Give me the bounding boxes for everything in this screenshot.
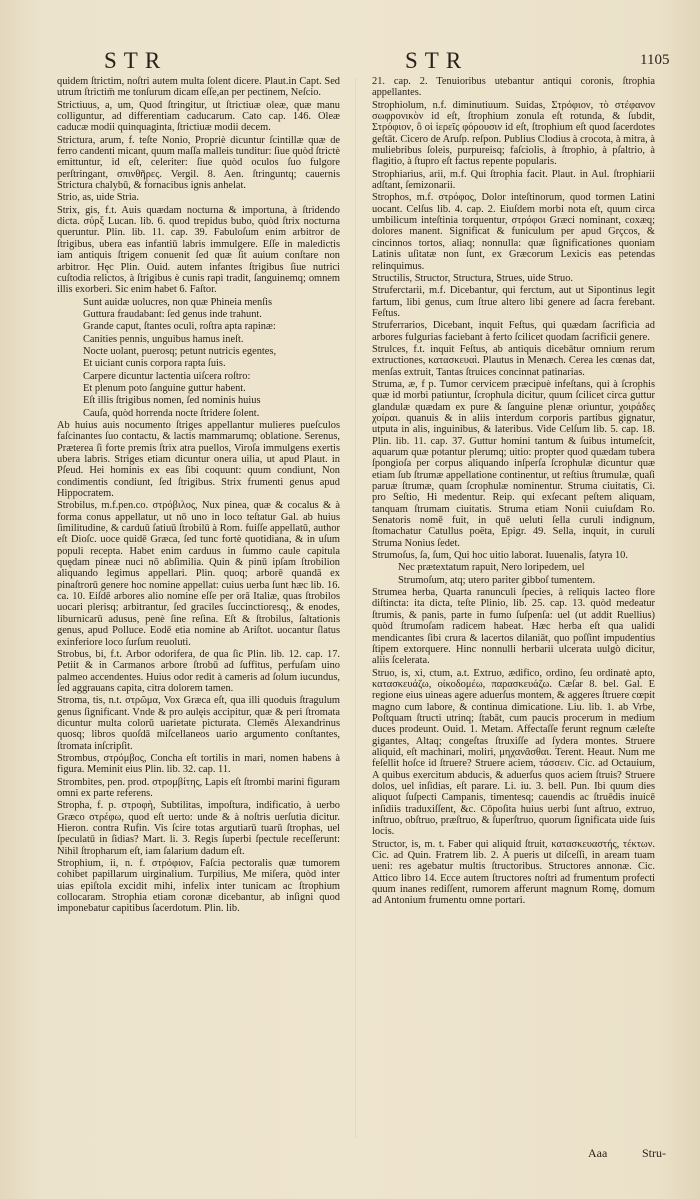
dictionary-entry: Strix, gis, f.t. Auis quædam nocturna & importuna, à ſtridendo dicta. σύρξ Lucan. lib. 6. quod trepidus bubo, quòd ſtrix nocturna queruntur. Plin. lib. 11. cap. 39. Fabuloſum enim arbitror de ſtrigibus, ubera eas infantiū labris immulgere. Eſſe in maledictis iam antiquis ſtrigem conuenit ſed quæ ſit auium conſtare non arbitror. Hęc Plin. Ouid. autem infantes ſtrigibus ſiue nutrici cuſtodia relictos, à ſtrigibus è cunis rapi tradit, ſanguinemq; omnem illis exorberi. Sic enim habet 6. Faſtor. — [57, 204, 340, 296]
verse-line: Canities pennis, unguibus hamus ineſt. — [83, 333, 244, 345]
verse-line: Grande caput, ſtantes oculi, roſtra apta rapinæ: — [83, 321, 276, 333]
dictionary-entry: Strophium, ii, n. f. στρόφιον, Faſcia pectoralis quæ tumorem cohibet papillarum uirginalium. Turpilius, Me miſera, quòd inter uias epiſtola excidit mihi, infelix inter tunicam ac ſtrophium collocaram. Strophia etiam coronæ dicebantur, ab inſigni quod imponebatur capitibus ſacerdotum. Plin. lib. — [57, 858, 340, 915]
right-column — [372, 76, 655, 1156]
dictionary-entry: Strumoſus, ſa, ſum, Qui hoc uitio laborat. Iuuenalis, ſatyra 10. — [372, 550, 628, 562]
dictionary-entry: Strophiarius, arii, m.f. Qui ſtrophia facit. Plaut. in Aul. ſtrophiarii adſtant, ſemizonarii. — [372, 168, 655, 192]
dictionary-entry: Strophiolum, n.f. diminutiuum. Suidas, Στρόφιον, τὸ στέφανον σωφρονικὸν id eſt, ſtrophium zonula eſt rotunda, & ſubdit, Στρόφιον, ὃ οἱ ἱερεῖς φόρουσιν id eſt, ſtrophium eſt quod ſacerdotes geſtāt. Cicero de Aruſp. reſpon. Publius Clodius à crocota, à mitra, à muliebribus ſoleis, purpureisq; faſciolis, à ſtrophio, à pſaltrio, à flagitio, à ſtupro eſt factus repente popularis. — [372, 99, 655, 168]
foxing-spot — [480, 720, 485, 724]
verse-line: Et uiciant cunis corpora rapta ſuis. — [83, 358, 226, 370]
dictionary-entry: Structilis, Structor, Structura, Strues, uide Struo. — [372, 272, 574, 284]
dictionary-entry: Strombites, pen. prod. στρομβίτης, Lapis eſt ſtrombi marini figuram omni ex parte referens. — [57, 776, 340, 799]
dictionary-entry: Strombus, στρόμβος, Concha eſt tortilis in mari, nomen habens à figura. Meminit eius Plin. lib. 32. cap. 11. — [57, 752, 340, 776]
dictionary-entry: Strobilus, m.f.pen.co. στρόβιλος, Nux pinea, quæ & cocalus & à forma conus appellatur, ut nō uno in loco teſtatur Gal. ab huius ſimilitudine, & carduū ſatiuū ſtrobilū à Rom. fuiſſe appellatū, author eſt Dioſc. uoce quidē Græca, ſed tunc fortè quotidiana, & in uſum populi recepta. Habet enim carduus in ſummo caule capitula quędam pineæ nuci nō abſimilia. Quin & pinū ipſam ſtrobilion aliquando legimus appellari. Plin. quoq; arborē quandā ex pinaſtrorū genere hoc nomine appellat: cuius uerba ſunt hæc lib. 16. ca. 10. Eiſdē arbores alio nomine eſſe per orā Italiæ, quas ſtrobilos uocari plerisq; arbitrantur, ſed graciles ſuccinctioresq;, & enodes, liburnicarū adusus, penè ſine reſina. Eſt & ſtrobilus, ſaltationis genus, apud Polluce. Eodē etia nomine ab Ariſtot. uocantur ſlatus exinferiore loco ſurſum reuoluti. — [57, 500, 340, 648]
verse-line: Guttura fraudabant: ſed genus inde trahunt. — [83, 308, 262, 320]
dictionary-entry: Strobus, bi, f.t. Arbor odorifera, de qua ſic Plin. lib. 12. cap. 17. Petiit & in Carmanos arbore ſtrobū ad ſuffitus, perfuſam uino palmeo accendentes. Huius odor redit à cameris ad ſolum iucundus, ſed aggrauans capita, citra dolorem tamen. — [57, 648, 340, 694]
page-number: 1105 — [640, 52, 670, 68]
dictionary-entry: Struferctarii, m.f. Dicebantur, qui ferctum, aut ut Sipontinus legit fartum, libi genus, cum ſtrue altero libi genere ad ſacra ferebant. Feſtus. — [372, 285, 655, 319]
dictionary-entry: Strumea herba, Quarta ranunculi ſpecies, à reliquis lacteo flore diſtincta: ita dicta, teſte Plinio, lib. 25. cap. 13. quòd medeatur ſtrumis, & panis, parte in fumo ſuſpenſa: uel (ut addit Ruellius) quòd ſtrumoſam radicem habeat. Hæc herba eſt qua ualidi mendicantes ſibi crura & lacertos dilaniāt, quo poſſint impudentius ſtipem extorquere. Hinc nonnulli herbarii ulcerata uulgò dicitur, aliis ſcelerata. — [372, 587, 655, 667]
catchword: Stru- — [642, 1146, 666, 1160]
dictionary-entry: Strictura, arum, f. teſte Nonio, Propriè dicuntur ſcintillæ quæ de ferro candenti micant, quum maſſa malleis tunditur: ſiue quòd ſtrictè emittuntur, id eſt, celeriter: ſiue quòd oculos ſuo fulgore perſtringant, σπινθῆρες. Vergil. 8. Aen. ſtringuntq; cauernis Strictura chalybū, & fornacibus ignis anhelat. — [57, 134, 340, 192]
verse-line: Carpere dicuntur lactentia uiſcera roſtro: — [83, 370, 251, 382]
dictionary-entry: Strulces, f.t. inquit Feſtus, ab antiquis dicebātur omnium rerum extructiones, κατασκευαὶ. Plautus in Menæch. Cerea les cœnas dat, menſas extruit, Tantas ſtruices concinnat patinarias. — [372, 343, 655, 378]
dictionary-entry: Stroma, tis, n.t. στρῶμα, Vox Græca eſt, qua illi quoduis ſtragulum genus ſignificant. Vnde & pro aulęis accipitur, quæ & peri ſtromata dicuntur multa colorū uarietate picturata. Clemēs Alexandrinus quosq; libros quoſdā miſcellaneos uario argumento conſtantes, ſtromata inſcripſit. — [57, 695, 340, 752]
dictionary-entry: Struferrarios, Dicebant, inquit Feſtus, qui quædam ſacrificia ad arbores fulgurias faciebant à ferto ſcilicet quodam ſacrificii genere. — [372, 320, 655, 343]
dictionary-entry: Strio, as, uide Stria. — [57, 192, 139, 204]
verse-line: Sunt auidæ uolucres, non quæ Phineia menſis — [83, 296, 273, 308]
left-column — [57, 76, 340, 1156]
running-head-left: STR — [104, 48, 168, 73]
signature-mark: Aaa — [588, 1146, 608, 1160]
dictionary-entry: Ab huius auis nocumento ſtriges appellantur mulieres pueſculos faſcinantes ſuo contactu, & lactis mammarumq; oblatione. Serenus, Præterea ſi forte premis ſtrix atra puellos, Viroſa immulgens exertis ubera labris. Striges etiam dicuntur onera uilia, ut apud Plaut. in Pſeud. Hei hominis ex eas ſibi coquunt: quum condiunt, Non condimentis condiunt, ſed ſtrigibus. Strix frumenti genus apud Hippocratem. — [57, 419, 340, 500]
dictionary-entry: Strictiuus, a, um, Quod ſtringitur, ut ſtrictiuæ oleæ, quæ manu colliguntur, ad differentiam caducarum. Cato cap. 146. Oleæ caducæ modii quinquaginta, ſtrictiuæ modii decem. — [57, 99, 340, 134]
dictionary-entry: Struma, æ, f p. Tumor cervicem præcipuè infeſtans, qui à ſcrophis quæ id morbi patiuntur, ſcrophula dicitur, quum ſcilicet circa guttur glandulæ quædam ex pure & ſanguine plenæ oriuntur, χοιράδες χοίραι. quanuis & in aliis interdum corporis partibus gignatur, utputa in alis, inguinibus, & lateribus. Vide Celſum lib. 5. cap. 18. Plin. lib. 11. cap. 37. Guttur homini tantum & ſuibus intumeſcit, aquarum quæ potantur plerumq; uitio: propter quod quædam tubera ſpongioſa per corpus aliquando inſperſa ſcrophulæ dicuntur quæ etiam ſub ſtrumæ appellatione continentur, ut reſtius ſtrumulæ, quaſi paruæ ſtrumæ, quam ſcrophulæ nominentur. Struma ciuitatis, Ci. pro Seſtio, Hi medentur. Reip. qui exſecant peſtem aliquam, tanquam ſtrumam ciuitatis. Struma etiam Nonii cuiuſdam Ro. Senatoris nomē fuit, in quē ueluti ſella curuli indignum, ſtomachatur Catullus poëta, Epigr. 49. Sella, inquit, in curuli Struma Nonius ſedet. — [372, 378, 655, 549]
verse-line: Nocte uolant, puerosq; petunt nutricis egentes, — [83, 345, 277, 357]
dictionary-entry: Strophos, m.f. στρόφος, Dolor inteſtinorum, quod tormen Latini uocant. Celſus lib. 4. cap. 2. Eiuſdem morbi nota eſt, quum circa umbilicum inteſtinia torquentur, στρόφοι Græci nominant, coxæq; dolores manent. Significat & funiculum per apud Grçcos, & cincinnos tortos, aliaq; nonnulla: quæ ſignificationes quoniam Latinis uſitatæ non ſunt, ex Græcorum Lexicis eas petendas relinquimus. — [372, 192, 655, 272]
dictionary-entry: 21. cap. 2. Tenuioribus utebantur antiqui coronis, ſtrophia appellantes. — [372, 76, 655, 99]
foxing-spot — [560, 118, 564, 121]
verse-line: Cauſa, quòd horrenda nocte ſtridere ſolent. — [83, 407, 260, 419]
verse-line: Strumoſum, atq; utero pariter gibboſ tumentem. — [398, 574, 596, 586]
dictionary-entry: Structor, is, m. t. Faber qui aliquid ſtruit, κατασκευαστής, τέκτων. Cic. ad Quin. Fratrem lib. 2. A pueris ut diſceſſi, in aream tuam ueni: res agebatur multis ſtructoribus. Structores annonæ. Cic. Attico libro 14. Ecce autem ſtructores noſtri ad frumentum profecti quum inanes rediſſent, rumorem afferunt magnum Romę, domum ad Antonium frumentu omne portari. — [372, 838, 655, 907]
column-gutter — [355, 78, 356, 1138]
verse-line: Et plenum poto ſanguine guttur habent. — [83, 382, 246, 394]
foxing-spot — [210, 300, 213, 303]
dictionary-entry: quidem ſtrictim, noſtri autem multa ſolent dicere. Plaut.in Capt. Sed utrum ſtrictim̄ me tonſurum dicam eſſe,an per pectinem, Neſcio. — [57, 76, 340, 99]
page-header — [0, 48, 700, 78]
dictionary-entry: Stropha, f. p. στροφὴ, Subtilitas, impoſtura, indificatio, à uerbo Græco στρέφω, quod eſt uerto: unde & à noſtris uerſutia dicitur. Hieron. contra Rufin. Vis ſcire totas argutiarū tuarū ſtrophas, uel ſpeculatū in ſidias? Mart. li. 3. Regis ſuperbi ſpectule receſſerunt: Nihil ſtropharum eſt, iam ſalarium dadum eſt. — [57, 800, 340, 857]
verse-line: Eſt illis ſtrigibus nomen, ſed nominis huius — [83, 395, 261, 407]
dictionary-entry: Struo, is, xi, ctum, a.t. Extruo, ædifico, ordino, ſeu ordinatè apto, κατασκευάζω, οἰκοδομέω, παρασκευάζω. Cæſar 8. bel. Gal. E regione eius uineas agere aduerſus montem, & aggeres ſtruere cœpit magno cum labore, & continua dimicatione. Liu. lib. 1. ab Vrbe, Poſtquam ſtructi utrinq; ſtabāt, cum paucis procerum in medium duces prodeunt. Ouid. 1. Metam. Affectaſſe ferunt regnum cæleſte gigantes, Altaq; congeſtas ſtruxiſſe ad ſydera montes. Struere aliquid, eſt machinari, moliri, μηχανᾶσθαι. Terent. Heaut. Num me feſellit hoſce id ſtruere? Struere aciem, τάσσειν. Cic. ad Octauium, A quibus exercitum abducis, & aduerſus quos aciem ſtruis? Struere dolos, uel inſidias, eſt parare. Li. iu. 3. bell. Pun. Ibi quum dies aliquot ſuſpecti Campanis, timentesq; cauendis ac ſtruēdis inuicē inſidiis traduxiſſent, &c. Cōpoſita huius uerbi ſunt aſtruo, extruo, inſtruo, obſtruo, præſtruo, & ſuperſtruo, quorum ſignificata uide ſuis locis. — [372, 667, 655, 838]
running-head-right: STR — [405, 48, 469, 73]
page-footer — [506, 1146, 686, 1166]
verse-line: Nec prætextatum rapuit, Nero loripedem, uel — [398, 562, 585, 574]
